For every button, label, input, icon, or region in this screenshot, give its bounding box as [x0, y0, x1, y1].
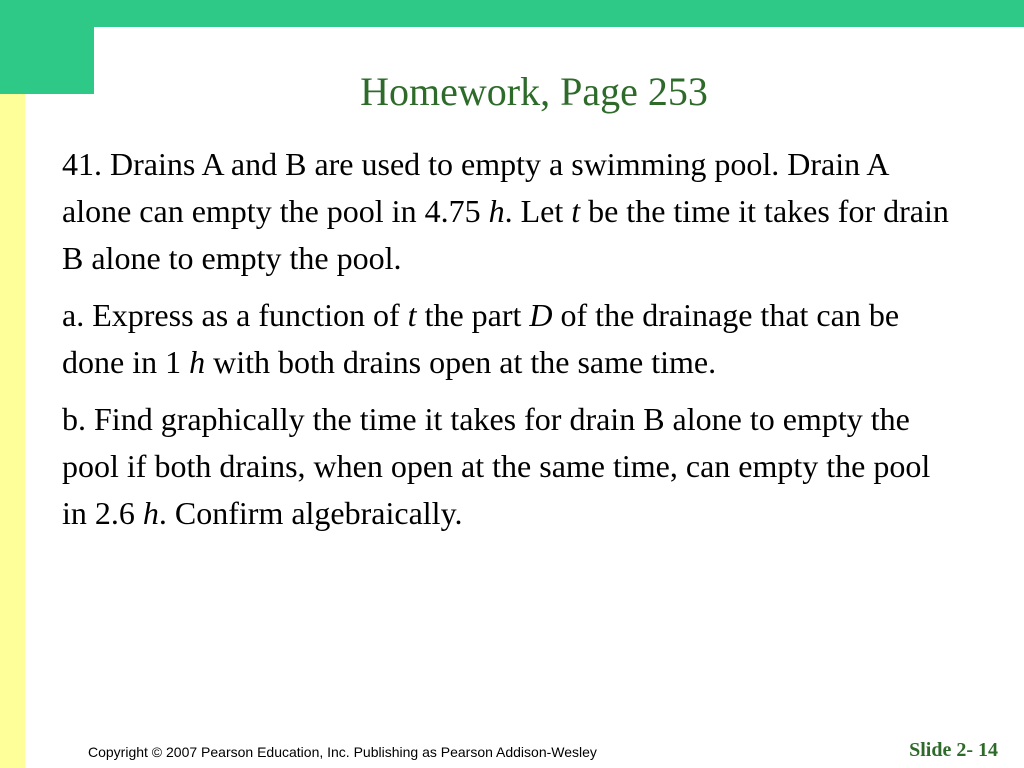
slide-number: Slide 2- 14 [909, 739, 998, 761]
top-accent-bar [0, 0, 1024, 27]
problem-text [62, 141, 962, 547]
problem-part-a: a. Express as a function of t the part D of the drainage that can be done in 1 h with both drains open at the same time. [62, 297, 900, 380]
problem-intro: 41. Drains A and B are used to empty a swimming pool. Drain A alone can empty the pool in 4.75 h. Let t be the time it takes for drain B alone to empty the pool. [62, 146, 949, 276]
slide-title: Homework, Page 253 [360, 69, 708, 114]
left-accent-strip [0, 94, 25, 768]
copyright-notice: Copyright © 2007 Pearson Education, Inc. Publishing as Pearson Addison-Wesley [88, 744, 597, 760]
problem-part-b: b. Find graphically the time it takes for drain B alone to empty the pool if both drains, when open at the same time, can empty the pool in 2.6 h. Confirm algebraically. [62, 401, 931, 531]
